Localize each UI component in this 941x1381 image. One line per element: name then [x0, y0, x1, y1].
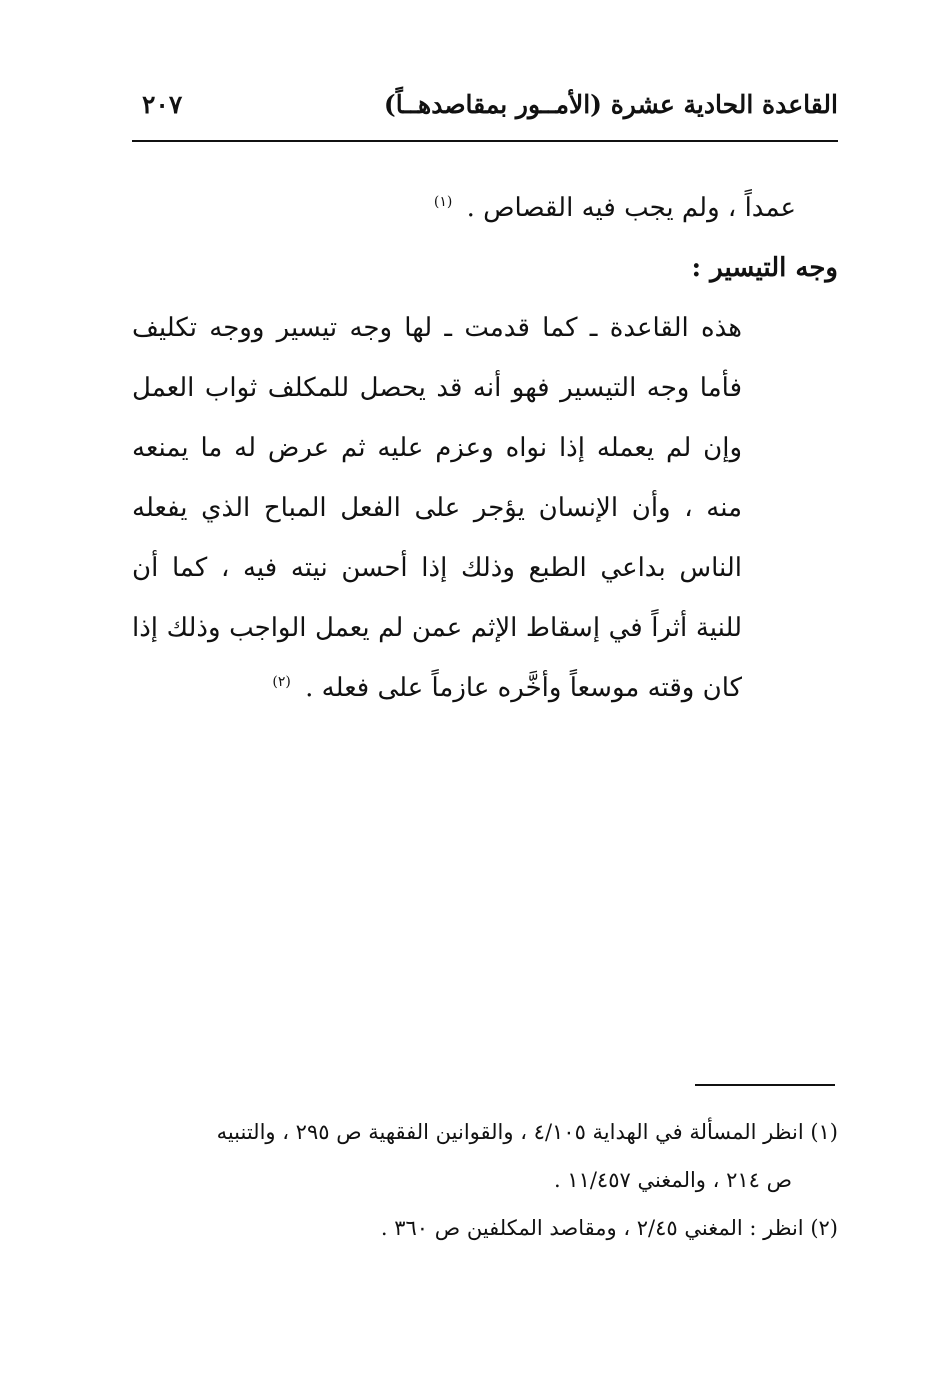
header-rule: [132, 140, 838, 142]
footnotes: [132, 1108, 838, 1252]
footnote-separator: [695, 1084, 835, 1086]
running-title: القاعدة الحادية عشرة (الأمــور بمقاصدهــاً): [383, 90, 838, 119]
continuation-text: عمداً ، ولم يجب فيه القصاص .: [466, 193, 796, 223]
section-heading: وجه التيسير :: [691, 253, 838, 283]
page-number: ٢٠٧: [142, 90, 183, 119]
paragraph-text: هذه القاعدة ـ كما قدمت ـ لها وجه تيسير ووجه تكليف فأما وجه التيسير فهو أنه قد يحصل للمكلف ثواب العمل وإن لم يعمله إذا نواه وعزم عليه ثم عرض له ما يمنعه منه ، وأن الإنسان يؤجر على الفعل المباح الذي يفعله الناس بداعي الطبع وذلك إذا أحسن نيته فيه ، كما أن للنية أثراً في إسقاط الإثم عمن لم يعمل الواجب وذلك إذا كان وقته موسعاً وأخَّره عازماً على فعله .: [132, 313, 742, 703]
footnote-2: (٢) انظر : المغني ٢/٤٥ ، ومقاصد المكلفين ص ٣٦٠ .: [380, 1216, 838, 1240]
continuation-line: [132, 178, 838, 238]
main-text: [132, 178, 838, 718]
page-header: [132, 84, 838, 134]
footnote-ref-1: (١): [433, 194, 453, 211]
footnote-1-line-1: (١) انظر المسألة في الهداية ٤/١٠٥ ، والقوانين الفقهية ص ٢٩٥ ، والتنبيه: [216, 1120, 838, 1144]
footnote-1-line-2: ص ٢١٤ ، والمغني ١١/٤٥٧ .: [553, 1168, 792, 1192]
body-paragraph: [132, 298, 838, 718]
footnote-ref-2: (٢): [272, 674, 291, 691]
